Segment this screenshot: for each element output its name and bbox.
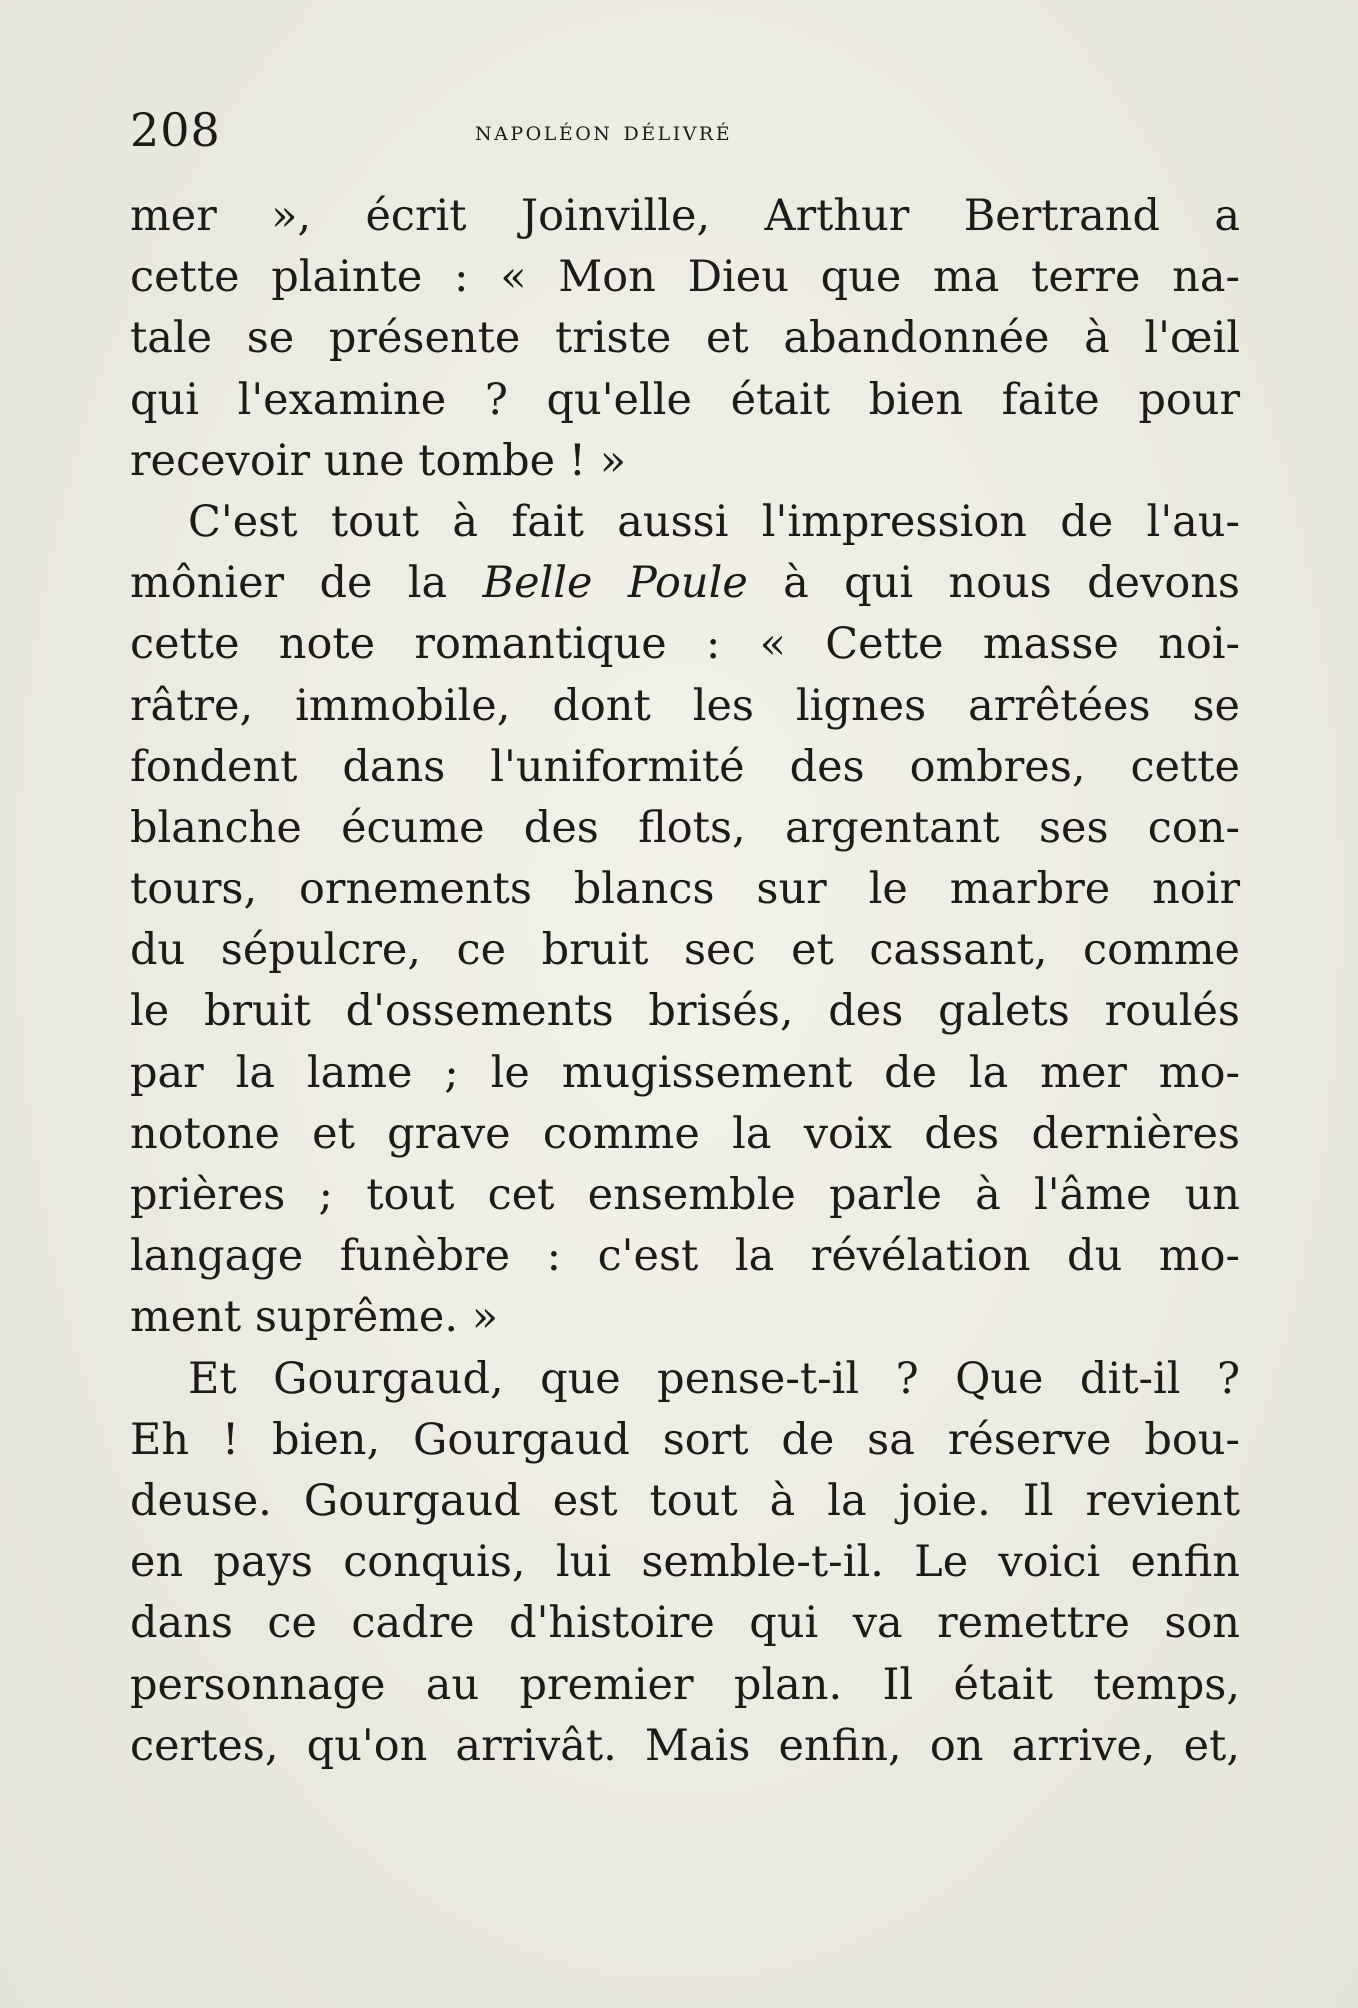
text-line [130,492,1240,553]
page-number: 208 [130,103,221,157]
text-fragment: C'est tout à fait aussi l'impression de l'au- [188,496,1240,547]
text-line: recevoir une tombe ! » [130,435,627,486]
text-line: blanche écume des flots, argentant ses con- [130,802,1240,853]
page-header [130,100,1240,160]
text-line: en pays conquis, lui semble-t-il. Le voici enfin [130,1537,1240,1588]
text-line: prières ; tout cet ensemble parle à l'âme un [130,1170,1240,1220]
text-line: râtre, immobile, dont les lignes arrêtées se [130,680,1240,731]
text-line: tale se présente triste et abandonnée à l'œil [130,313,1240,364]
text-line: le bruit d'ossements brisés, des galets roulés [130,986,1240,1037]
text-line: cette plainte : « Mon Dieu que ma terre na- [130,252,1240,303]
text-line: langage funèbre : c'est la révélation du mo- [130,1231,1240,1282]
text-line: certes, qu'on arrivât. Mais enfin, on arrive, et, [130,1720,1240,1771]
text-line: deuse. Gourgaud est tout à la joie. Il revient [130,1475,1240,1526]
text-line: mer », écrit Joinville, Arthur Bertrand a [130,191,1240,241]
text-line: dans ce cadre d'histoire qui va remettre son [130,1598,1240,1649]
text-line: du sépulcre, ce bruit sec et cassant, comme [130,925,1240,976]
text-line: ment suprême. » [130,1292,499,1343]
text-line: Eh ! bien, Gourgaud sort de sa réserve bou- [130,1414,1240,1465]
text-line: notone et grave comme la voix des dernières [130,1108,1240,1159]
text-line: par la lame ; le mugissement de la mer mo- [130,1047,1240,1098]
text-line: tours, ornements blancs sur le marbre noir [130,864,1240,915]
text-line: Et Gourgaud, que pense-t-il ? Que dit-il ? [188,1353,1240,1404]
text-line: personnage au premier plan. Il était temps, [130,1659,1240,1710]
italic-title: Belle Poule [482,558,748,609]
text-line [130,553,1240,614]
text-line: qui l'examine ? qu'elle était bien faite pour [130,374,1240,425]
running-title: napoléon délivré [475,116,733,147]
text-line: cette note romantique : « Cette masse noi- [130,619,1240,670]
body-text [130,186,1240,1777]
text-line: fondent dans l'uniformité des ombres, cette [130,741,1240,792]
text-fragment: à qui nous devons [747,558,1241,609]
text-fragment: mônier de la [130,558,483,609]
